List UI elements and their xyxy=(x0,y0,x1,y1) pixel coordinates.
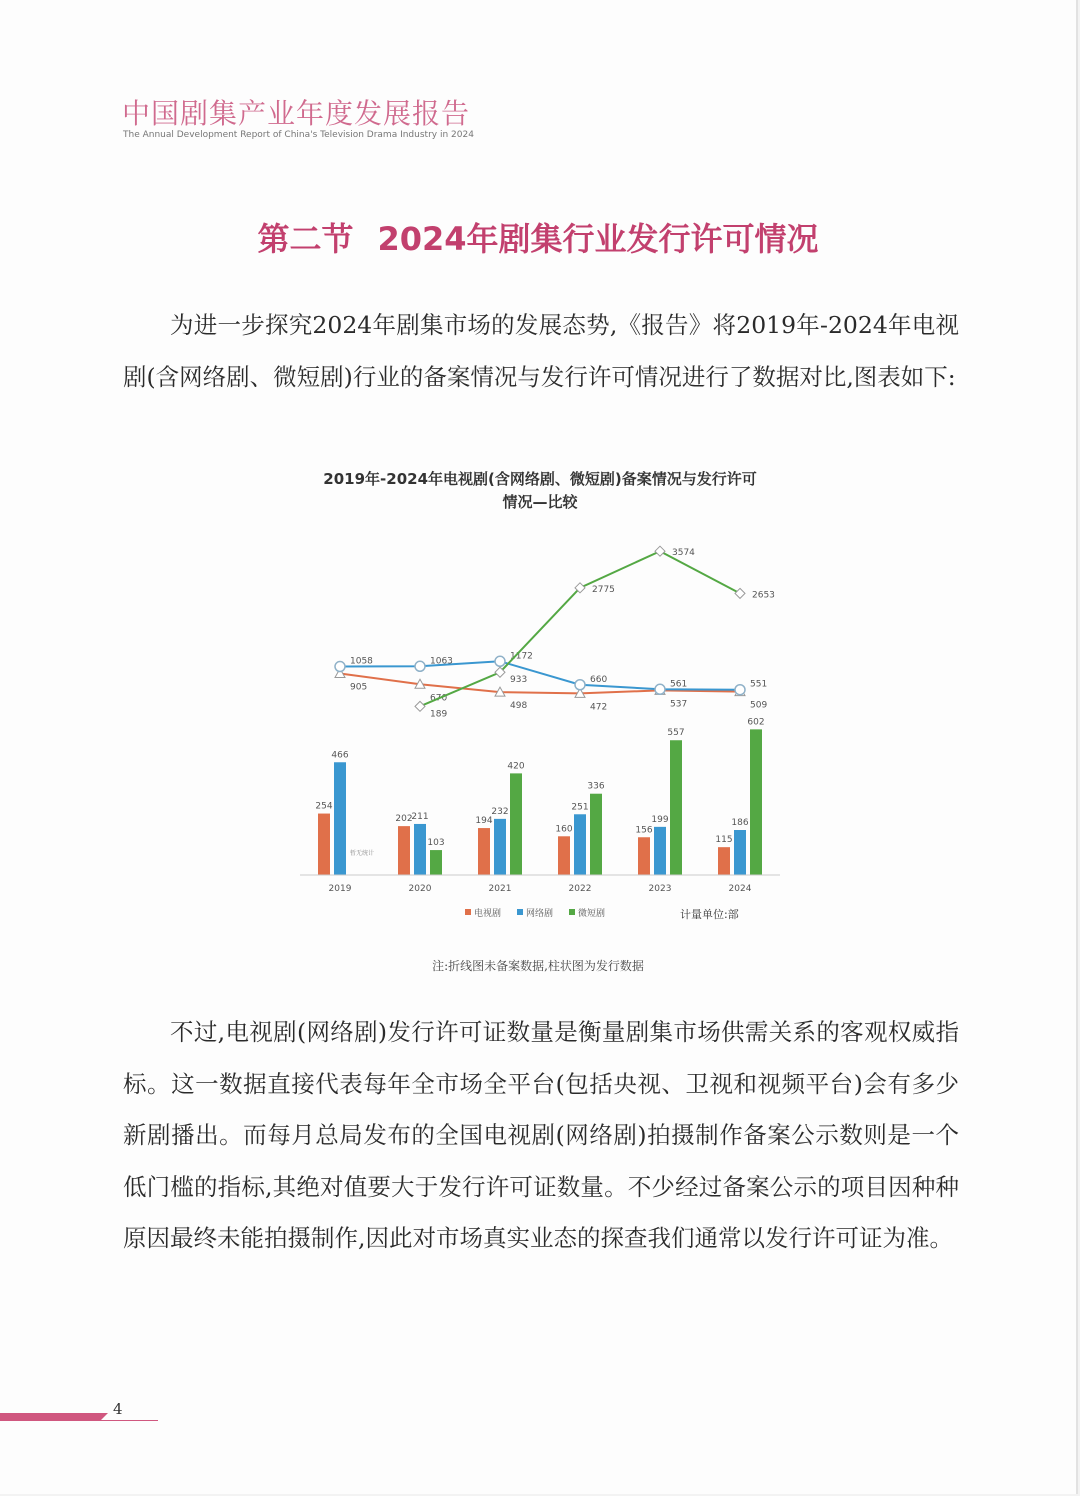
line-data-label: 189 xyxy=(430,709,448,720)
bar-data-label: 160 xyxy=(555,824,573,835)
bar-data-label: 199 xyxy=(651,814,669,825)
section-label: 第二节 xyxy=(257,220,354,258)
bar-no-data-label: 暂无统计 xyxy=(350,850,375,857)
line-data-label: 2775 xyxy=(592,584,615,595)
footer-rule xyxy=(100,1420,158,1421)
bar-data-label: 186 xyxy=(731,818,749,828)
bar xyxy=(334,762,346,875)
legend-swatch xyxy=(569,909,575,915)
bar-data-label: 466 xyxy=(331,750,349,761)
line-marker xyxy=(415,701,425,711)
bar-data-label: 251 xyxy=(571,802,589,813)
line-data-label: 660 xyxy=(590,674,608,685)
x-tick-label: 2020 xyxy=(408,884,432,894)
report-header-title: 中国剧集产业年度发展报告 xyxy=(122,97,471,130)
legend-swatch xyxy=(465,909,471,915)
line-marker xyxy=(655,546,665,556)
legend-label: 电视剧 xyxy=(474,909,502,919)
bar xyxy=(750,729,762,875)
bar xyxy=(718,847,730,875)
bar-data-label: 602 xyxy=(747,717,765,728)
bar xyxy=(414,824,426,875)
chart-caption: 注:折线图未备案数据,柱状图为发行数据 xyxy=(432,959,644,973)
bar-data-label: 557 xyxy=(667,728,685,739)
bar xyxy=(654,827,666,875)
section-heading xyxy=(0,214,1076,260)
bar xyxy=(510,773,522,875)
comparison-chart xyxy=(290,530,790,930)
bar xyxy=(734,830,746,875)
bar-data-label: 194 xyxy=(475,816,493,827)
x-tick-label: 2024 xyxy=(728,884,752,894)
bar-data-label: 232 xyxy=(491,806,509,817)
legend-label: 微短剧 xyxy=(578,909,606,919)
unit-note: 计量单位:部 xyxy=(680,908,739,921)
line-data-label: 472 xyxy=(590,702,608,713)
footer-accent-bar xyxy=(0,1413,100,1421)
chart-title: 2019年-2024年电视剧(含网络剧、微短剧)备案情况与发行许可情况—比较 xyxy=(323,470,757,511)
legend-label: 网络剧 xyxy=(526,909,554,919)
bar xyxy=(574,814,586,875)
line-marker xyxy=(495,656,505,666)
bar xyxy=(430,850,442,875)
line-data-label: 561 xyxy=(670,679,688,690)
x-tick-label: 2021 xyxy=(488,884,512,894)
line-marker xyxy=(655,684,665,694)
body-paragraph: 不过,电视剧(网络剧)发行许可证数量是衡量剧集市场供需关系的客观权威指标。这一数据直接代表每年全市场全平台(包括央视、卫视和视频平台)会有多少新剧播出。而每月总局发布的全国电视剧(网络剧)拍摄制作备案公示数则是一个低门槛的指标,其绝对值要大于发行许可证数量。不少经过备案公示的项目因种种原因最终未能拍摄制作,因此对市场真实业态的探查我们通常以发行许可证为准。 xyxy=(123,1018,959,1252)
bar xyxy=(558,836,570,875)
x-tick-label: 2023 xyxy=(648,884,672,894)
bar xyxy=(398,826,410,875)
line-marker xyxy=(335,662,345,672)
bar xyxy=(494,819,506,875)
bar-data-label: 336 xyxy=(587,781,605,792)
line-data-label: 1058 xyxy=(350,656,373,667)
bar xyxy=(638,837,650,875)
bar xyxy=(478,828,490,875)
line-data-label: 3574 xyxy=(672,548,695,559)
legend-swatch xyxy=(517,909,523,915)
line-marker xyxy=(415,661,425,671)
bar-data-label: 254 xyxy=(315,801,333,812)
line-data-label: 551 xyxy=(750,679,768,690)
page-number: 4 xyxy=(113,1400,123,1418)
line-data-label: 537 xyxy=(670,699,688,710)
bar xyxy=(318,814,330,875)
line-data-label: 670 xyxy=(430,693,448,704)
line-data-label: 498 xyxy=(510,701,528,712)
line-data-label: 1063 xyxy=(430,656,453,667)
bar-data-label: 103 xyxy=(427,838,445,849)
line-marker xyxy=(575,680,585,690)
report-header-subtitle: The Annual Development Report of China's Television Drama Industry in 2024 xyxy=(123,130,474,140)
x-tick-label: 2022 xyxy=(568,884,592,894)
bar-data-label: 420 xyxy=(507,761,525,772)
line-data-label: 2653 xyxy=(752,590,775,601)
line-data-label: 905 xyxy=(350,682,368,693)
bar xyxy=(590,794,602,875)
bar-data-label: 115 xyxy=(715,835,733,846)
section-title: 2024年剧集行业发行许可情况 xyxy=(377,220,819,258)
bar-data-label: 211 xyxy=(411,811,429,822)
bar-data-label: 202 xyxy=(395,814,413,825)
line-data-label: 509 xyxy=(750,700,768,711)
intro-paragraph: 为进一步探究2024年剧集市场的发展态势,《报告》将2019年-2024年电视剧(含网络剧、微短剧)行业的备案情况与发行许可情况进行了数据对比,图表如下: xyxy=(123,311,959,391)
line-data-label: 933 xyxy=(510,675,528,686)
line-marker xyxy=(735,588,745,598)
line-marker xyxy=(735,685,745,695)
x-tick-label: 2019 xyxy=(328,884,352,894)
line-data-label: 1172 xyxy=(510,651,533,662)
bar xyxy=(670,740,682,875)
bar-data-label: 156 xyxy=(635,825,653,836)
